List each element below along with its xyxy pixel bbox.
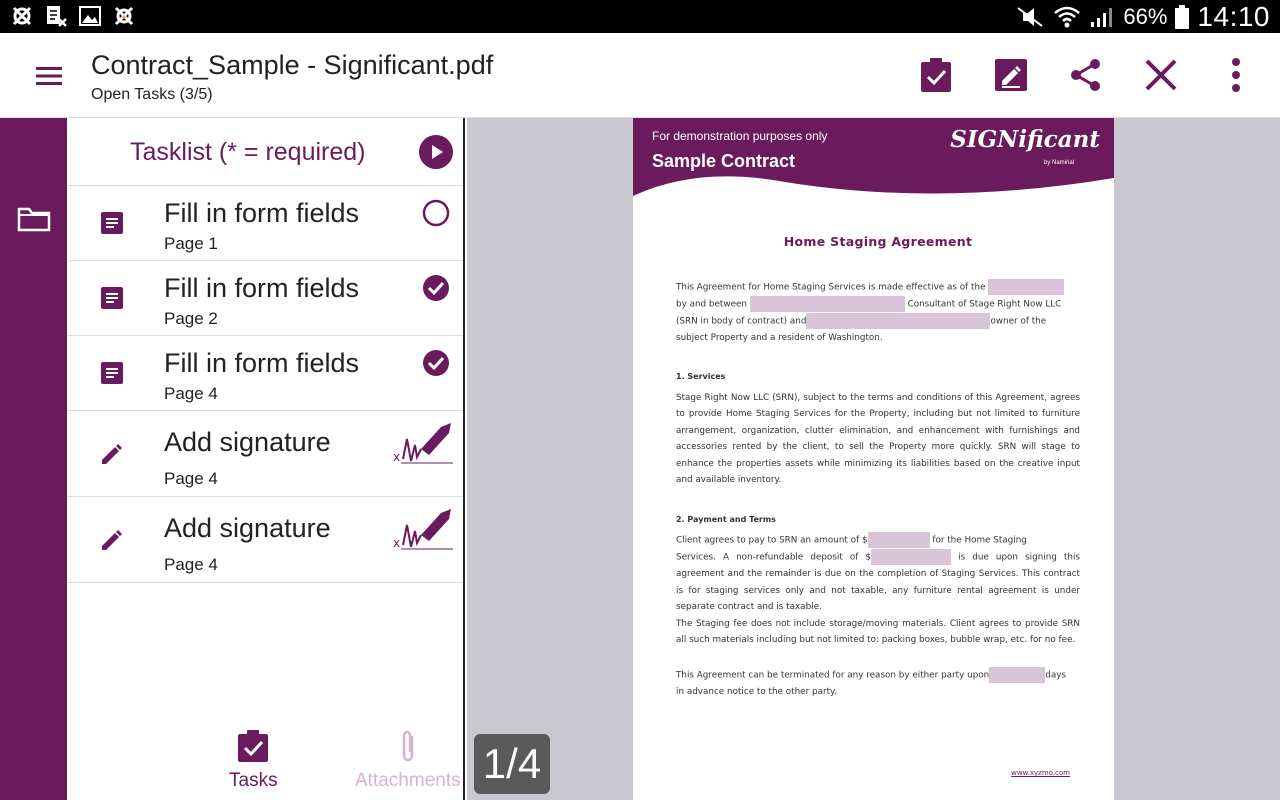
mute-icon bbox=[1015, 6, 1045, 28]
footer-link[interactable]: www.xyzmo.com bbox=[1011, 769, 1070, 777]
payment-text: Services. A non-refundable deposit of $ bbox=[676, 552, 872, 563]
form-doc-icon bbox=[99, 360, 125, 386]
fee-paragraph: The Staging fee does not include storage/moving materials. Client agrees to provide SRN all such materials including but not limited to: packing boxes, bubble wrap, etc. for no fee. bbox=[676, 618, 1080, 645]
payment-text: is due upon signing this bbox=[958, 552, 1080, 563]
form-field-date[interactable] bbox=[988, 279, 1064, 295]
status-bar bbox=[0, 0, 1280, 33]
signature-pen-icon[interactable] bbox=[393, 419, 455, 471]
payment-text: agreement and the remainder is due on the completion of Staging Services. This contract is for staging services only and not taxable, any furniture rental agreement is under separate contract and is taxable. bbox=[676, 569, 1080, 612]
share-button[interactable] bbox=[1062, 53, 1110, 97]
intro-text: This Agreement for Home Staging Services is made effective as of the bbox=[676, 282, 986, 292]
tasklist-panel bbox=[67, 118, 465, 800]
left-rail bbox=[0, 118, 67, 800]
tab-tasks-label: Tasks bbox=[229, 770, 278, 791]
document-heading: Home Staging Agreement bbox=[783, 234, 973, 249]
intro-text: (SRN in body of contract) and bbox=[676, 316, 807, 326]
check-circle-icon[interactable] bbox=[421, 348, 451, 378]
intro-paragraph bbox=[676, 279, 1080, 347]
pencil-icon bbox=[99, 527, 125, 553]
form-field-amount[interactable] bbox=[868, 532, 930, 548]
task-page: Page 1 bbox=[164, 234, 218, 253]
tasklist-title: Tasklist (* = required) bbox=[130, 138, 366, 166]
play-icon[interactable] bbox=[419, 135, 453, 169]
payment-text: Client agrees to pay to SRN an amount of $ bbox=[676, 535, 868, 546]
warning-gear-icon bbox=[112, 4, 136, 28]
task-item[interactable] bbox=[67, 186, 463, 261]
task-item[interactable] bbox=[67, 336, 463, 411]
clock: 14:10 bbox=[1197, 0, 1270, 32]
app-bar bbox=[0, 33, 1280, 118]
termination-text: days bbox=[1045, 670, 1066, 680]
doc-x-icon bbox=[44, 4, 68, 28]
pencil-icon bbox=[99, 441, 125, 467]
radio-unchecked-icon[interactable] bbox=[421, 198, 451, 228]
intro-text: Consultant of Stage Right Now LLC bbox=[907, 299, 1062, 309]
task-label: Fill in form fields bbox=[164, 273, 360, 303]
payment-paragraph bbox=[676, 532, 1080, 616]
termination-text: This Agreement can be terminated for any reason by either party upon bbox=[676, 670, 990, 680]
battery-icon bbox=[1175, 5, 1189, 29]
intro-text: by and between bbox=[676, 299, 747, 309]
svg-text:x: x bbox=[393, 450, 401, 464]
form-field-deposit[interactable] bbox=[871, 549, 951, 565]
battery-percent: 66% bbox=[1123, 3, 1168, 29]
share-icon bbox=[1069, 58, 1103, 92]
task-check-icon bbox=[235, 728, 271, 764]
services-paragraph: Stage Right Now LLC (SRN), subject to the terms and conditions of this Agreement, agrees to provide Home Staging Services for the Property, including but not limited to furniture arrangement, organization, clutter elimination, and enhancement with furnishings and accessories rented by the client, to sell the Property more quickly. SRN will stage to enhance the properties assets while minimizing its liabilities based on the creative input and available inventory. bbox=[676, 392, 1080, 485]
task-label: Fill in form fields bbox=[164, 198, 360, 228]
wifi-icon bbox=[1053, 5, 1081, 29]
tab-attachments-label: Attachments bbox=[355, 770, 461, 791]
form-field-owner[interactable] bbox=[806, 313, 990, 329]
paperclip-icon bbox=[390, 728, 426, 764]
settings-x-icon bbox=[10, 4, 34, 28]
more-vert-icon bbox=[1231, 58, 1241, 92]
bottom-tabs bbox=[67, 722, 465, 800]
payment-text: for the Home Staging bbox=[932, 535, 1027, 546]
logo-subtitle: by Namirial bbox=[1043, 160, 1074, 166]
task-label: Add signature bbox=[164, 513, 331, 543]
task-label: Add signature bbox=[164, 427, 331, 457]
task-page: Page 4 bbox=[164, 384, 218, 403]
close-button[interactable] bbox=[1137, 53, 1185, 97]
more-options-button[interactable] bbox=[1212, 53, 1260, 97]
document-title: Contract_Sample - Significant.pdf bbox=[91, 50, 494, 80]
document-body bbox=[676, 233, 1080, 777]
section-payment-title: 2. Payment and Terms bbox=[676, 514, 776, 524]
banner-note: For demonstration purposes only bbox=[652, 129, 828, 143]
edit-button[interactable] bbox=[987, 53, 1035, 97]
signal-icon bbox=[1089, 6, 1115, 28]
page-indicator: 1/4 bbox=[474, 734, 550, 794]
form-field-days[interactable] bbox=[989, 667, 1045, 683]
intro-text: subject Property and a resident of Washington. bbox=[676, 332, 883, 343]
section-services-title: 1. Services bbox=[676, 372, 726, 381]
image-icon bbox=[78, 4, 102, 28]
task-check-icon bbox=[919, 57, 953, 93]
termination-paragraph bbox=[676, 667, 1080, 701]
task-check-button[interactable] bbox=[912, 53, 960, 97]
edit-icon bbox=[994, 58, 1028, 92]
close-icon bbox=[1144, 58, 1178, 92]
folder-icon[interactable] bbox=[17, 204, 51, 234]
form-doc-icon bbox=[99, 285, 125, 311]
task-item[interactable] bbox=[67, 411, 463, 497]
intro-text: owner of the bbox=[990, 316, 1047, 326]
pdf-page bbox=[633, 118, 1114, 800]
banner-title: Sample Contract bbox=[652, 151, 796, 171]
check-circle-icon[interactable] bbox=[421, 273, 451, 303]
form-field-consultant[interactable] bbox=[750, 296, 905, 312]
signature-pen-icon[interactable] bbox=[393, 505, 455, 557]
open-tasks-count: Open Tasks (3/5) bbox=[91, 86, 213, 103]
termination-text: in advance notice to the other party. bbox=[676, 686, 837, 697]
significant-logo: SIGNificant bbox=[950, 126, 1100, 153]
document-viewer[interactable] bbox=[467, 118, 1280, 800]
header-banner bbox=[633, 118, 1114, 198]
tasklist-header bbox=[67, 118, 463, 186]
task-item[interactable] bbox=[67, 497, 463, 583]
task-page: Page 4 bbox=[164, 555, 218, 574]
svg-text:x: x bbox=[393, 536, 401, 550]
form-doc-icon bbox=[99, 210, 125, 236]
task-page: Page 4 bbox=[164, 469, 218, 488]
tab-tasks[interactable] bbox=[229, 728, 278, 792]
task-item[interactable] bbox=[67, 261, 463, 336]
hamburger-menu-icon[interactable] bbox=[34, 61, 64, 91]
task-label: Fill in form fields bbox=[164, 348, 360, 378]
tab-attachments[interactable] bbox=[355, 728, 461, 792]
task-page: Page 2 bbox=[164, 309, 218, 328]
